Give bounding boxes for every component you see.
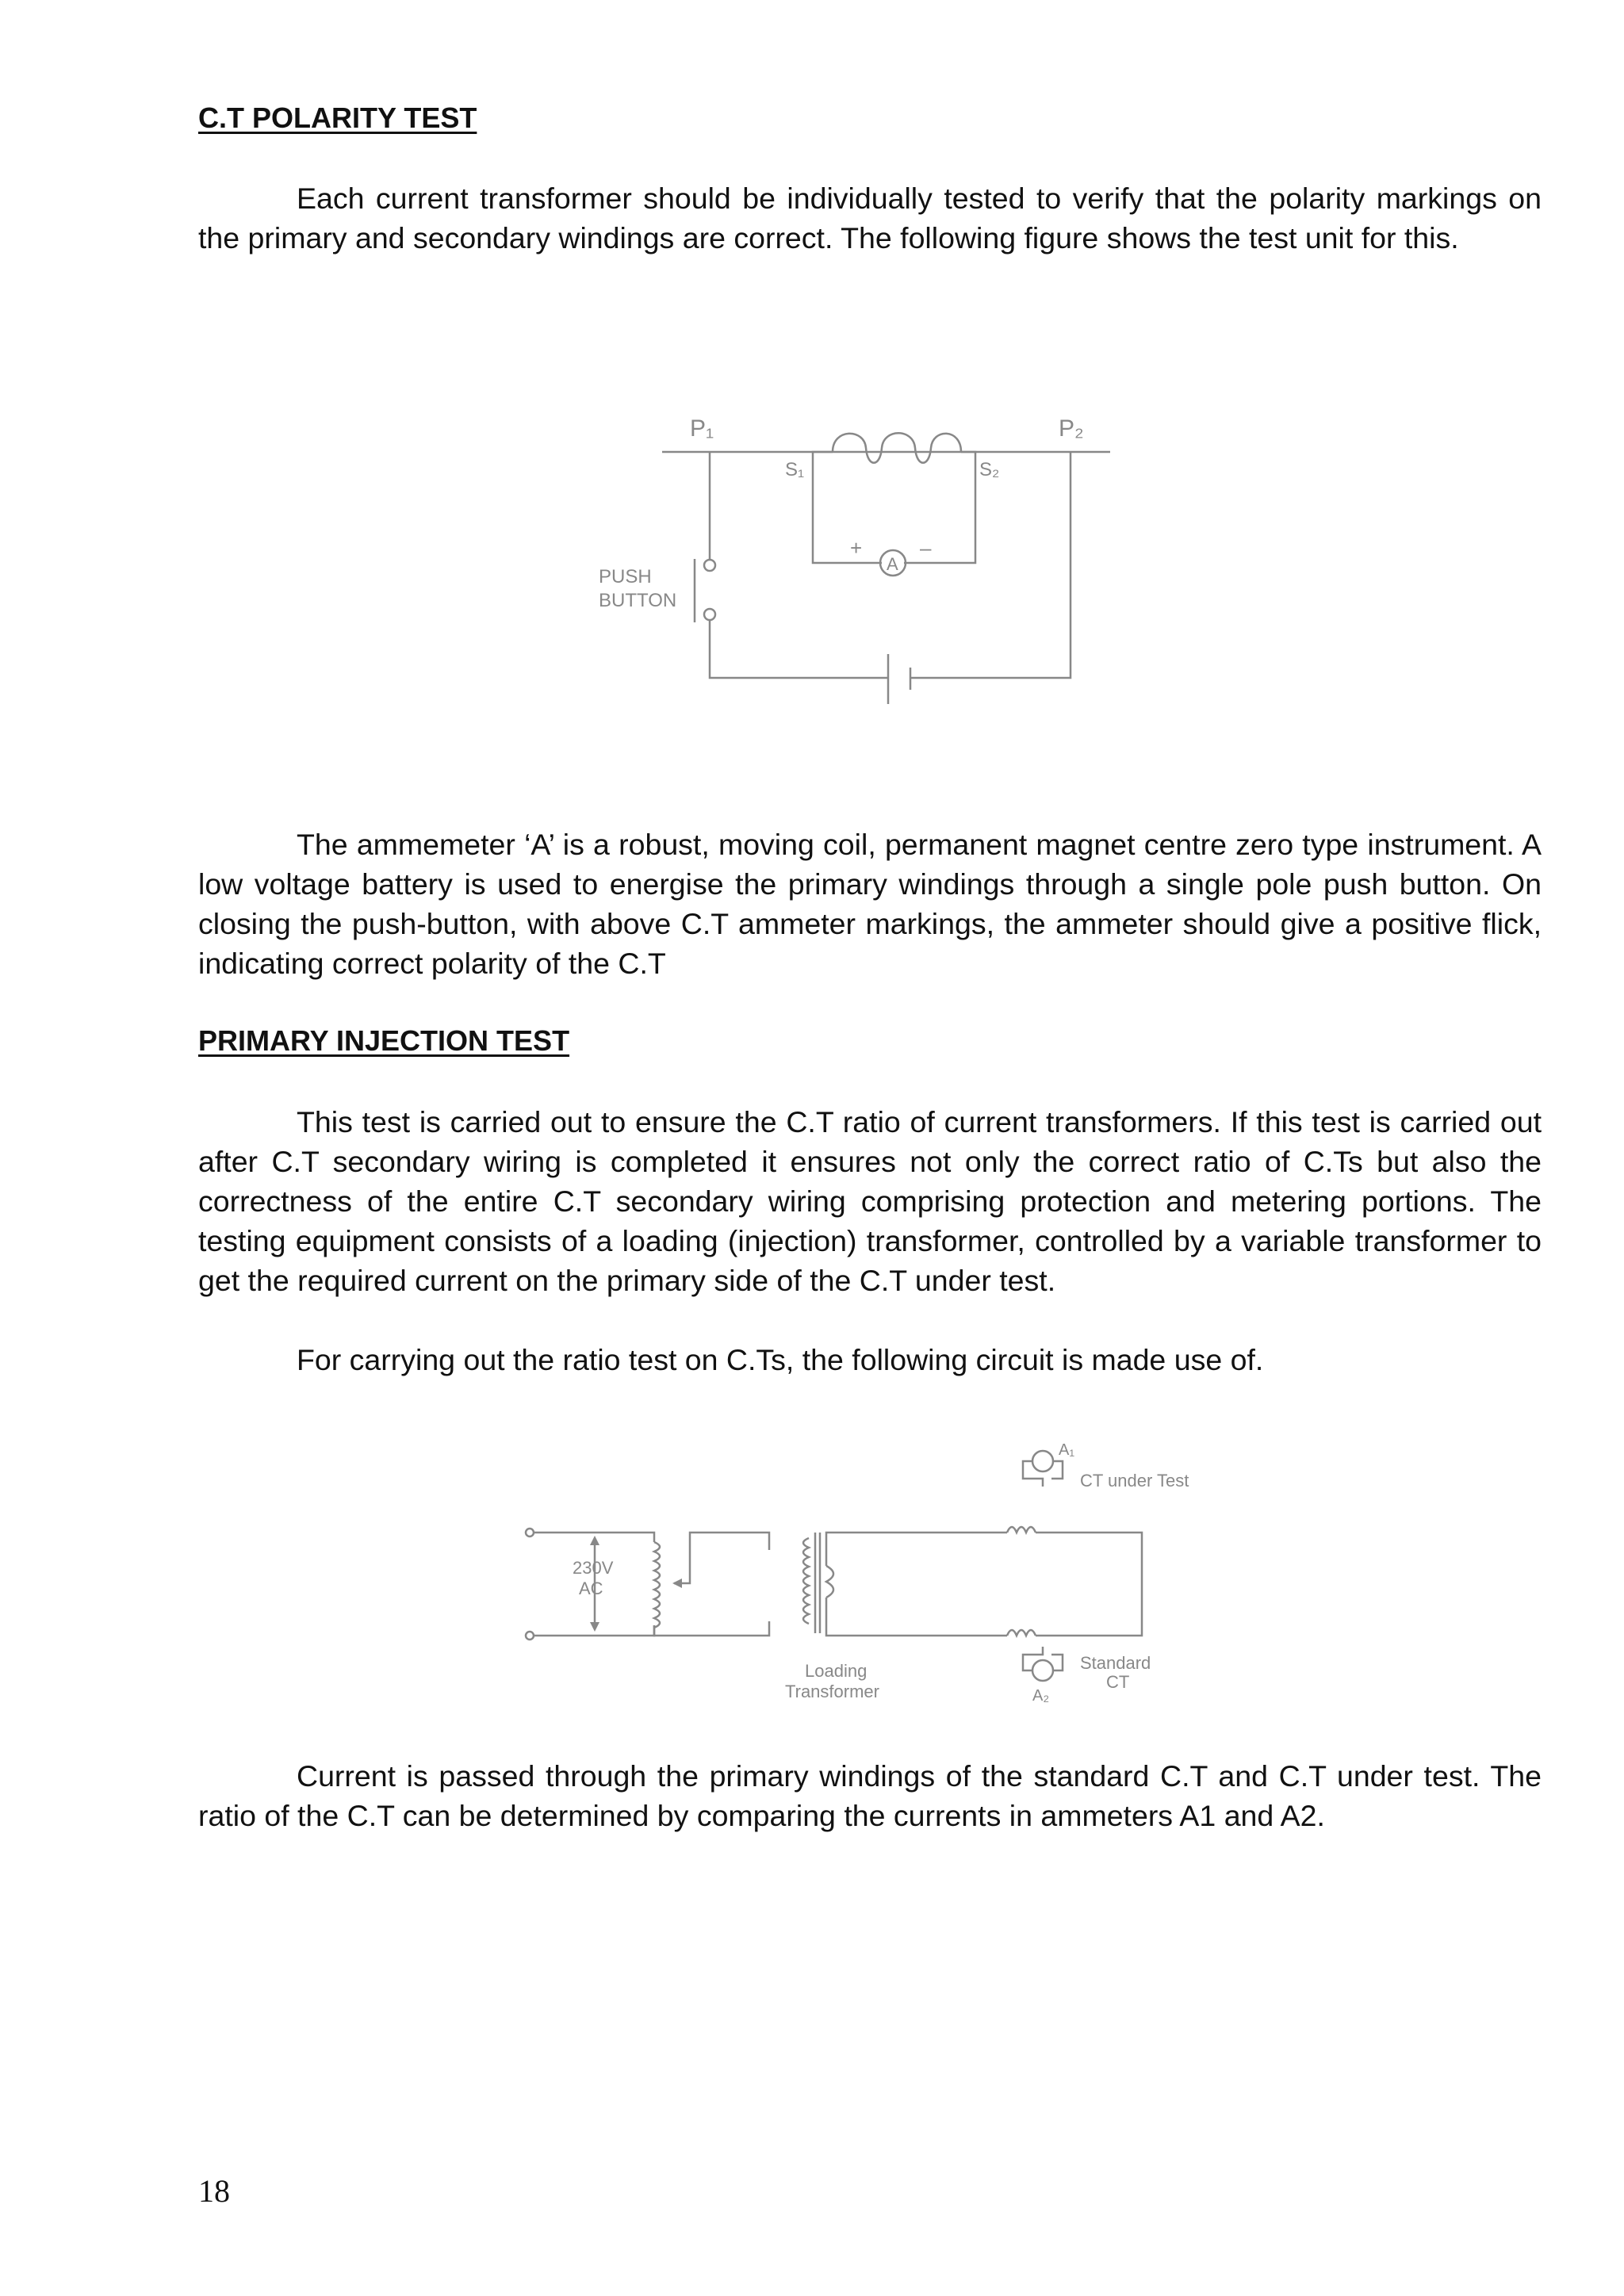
paragraph-ammeter-description: The ammemeter ‘A’ is a robust, moving coil, permanent magnet centre zero type instrument. A low voltage battery is used to energise the primary windings through a single pole push button. On closing the push-button, with above C.T ammeter markings, the ammeter should give a positive flick, indicating correct polarity of the C.T — [198, 828, 1542, 980]
loop-right — [1036, 1533, 1142, 1636]
label-ct-under-test: CT under Test — [1080, 1471, 1189, 1490]
ct-coil — [833, 433, 961, 463]
label-transformer: Transformer — [785, 1682, 879, 1701]
heading-primary-injection-test: PRIMARY INJECTION TEST — [198, 1024, 570, 1057]
loop-bottom-left — [826, 1598, 1007, 1636]
ammeter-a2 — [1032, 1660, 1053, 1681]
left-bottom-wire — [710, 620, 888, 678]
label-button: BUTTON — [599, 590, 677, 611]
input-terminal-bottom — [526, 1632, 534, 1640]
variac-bottom-wire — [654, 1621, 769, 1636]
loading-transformer-secondary — [826, 1566, 833, 1598]
variac-wiper-arrow — [672, 1578, 682, 1588]
label-p1: P₁ — [690, 415, 714, 442]
paragraph-ct-polarity-intro: Each current transformer should be individually tested to verify that the polarity markings on the primary and secondary windings are correct. The following figure shows the test unit for this. — [198, 182, 1542, 254]
circuit-diagram-polarity — [587, 404, 1142, 721]
secondary-wire-right — [904, 452, 975, 563]
loop-top-left — [826, 1533, 1007, 1566]
label-s2: S₂ — [979, 459, 1000, 480]
figure-ct-polarity-circuit — [587, 404, 1142, 721]
label-s1: S₁ — [785, 459, 805, 480]
label-plus: + — [850, 536, 863, 560]
label-loading: Loading — [805, 1661, 868, 1681]
variable-transformer-coil — [654, 1542, 660, 1628]
ammeter-a1 — [1032, 1451, 1053, 1471]
page-number: 18 — [198, 2173, 230, 2209]
right-wire — [910, 452, 1071, 678]
voltage-arrow-head-bottom — [590, 1622, 599, 1632]
paragraph-ratio-determination: Current is passed through the primary windings of the standard C.T and C.T under test. The ratio of the C.T can be determined by comparing the currents in ammeters A1 and A2. — [198, 1759, 1542, 1832]
heading-ct-polarity-test: C.T POLARITY TEST — [198, 101, 477, 134]
label-a2: A₂ — [1032, 1687, 1050, 1705]
voltage-arrow-head-top — [590, 1536, 599, 1545]
push-button-contact-top — [704, 560, 715, 571]
variac-wiper-wire — [674, 1533, 769, 1583]
label-ac: AC — [579, 1578, 603, 1598]
label-ct: CT — [1106, 1672, 1130, 1692]
circuit-diagram-injection — [515, 1439, 1245, 1709]
push-button-contact-bottom — [704, 609, 715, 620]
standard-ct-coil — [1007, 1630, 1036, 1636]
label-a1: A₁ — [1059, 1441, 1075, 1459]
figure-primary-injection-circuit — [515, 1439, 1245, 1709]
input-terminal-top — [526, 1529, 534, 1536]
paragraph-primary-injection-intro: This test is carried out to ensure the C.T ratio of current transformers. If this test is carried out after C.T secondary wiring is completed it ensures not only the correct ratio of C.Ts but also the correctness of the entire C.T secondary wiring comprising protection and metering portions. The testing equipment consists of a loading (injection) transformer, controlled by a variable transformer to get the required current on the primary side of the C.T under test. — [198, 1105, 1542, 1297]
loading-transformer-primary — [803, 1538, 809, 1624]
label-ammeter-a: A — [887, 554, 898, 574]
secondary-wire-left — [813, 452, 882, 563]
ct-under-test-coil — [1007, 1527, 1036, 1533]
label-minus: – — [920, 536, 932, 560]
label-standard: Standard — [1080, 1653, 1151, 1673]
paragraph-ratio-test-intro: For carrying out the ratio test on C.Ts, the following circuit is made use of. — [297, 1343, 1264, 1376]
label-push: PUSH — [599, 566, 652, 587]
label-p2: P₂ — [1059, 415, 1084, 442]
label-230v: 230V — [573, 1558, 614, 1578]
